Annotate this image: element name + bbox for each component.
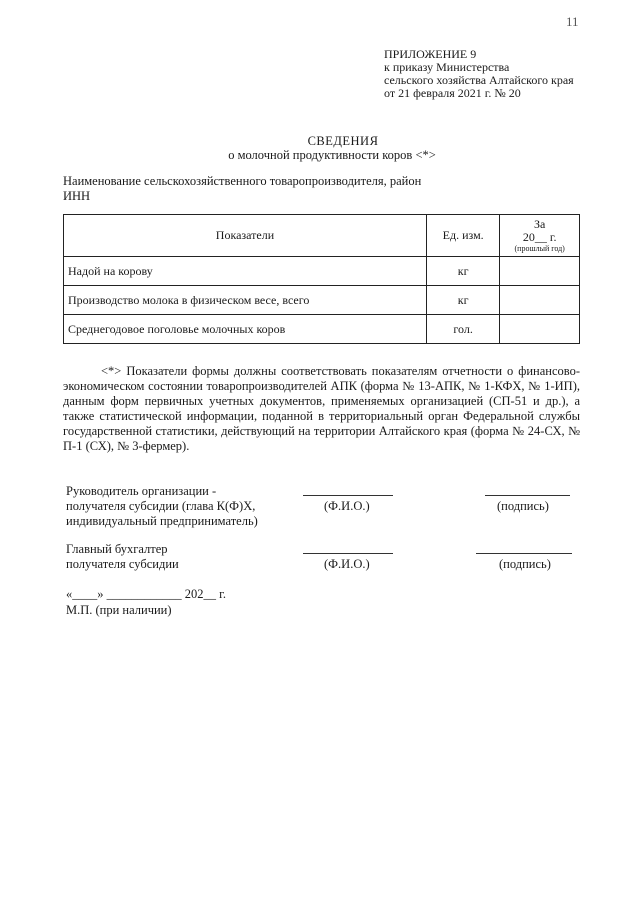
accountant-signature-line[interactable] xyxy=(476,553,572,554)
head-signatory-label xyxy=(66,484,258,529)
footnote xyxy=(63,364,580,454)
page-number: 11 xyxy=(566,14,579,29)
head-label-line-2: получателя субсидии (глава К(Ф)Х, xyxy=(66,499,256,513)
header-unit: Ед. изм. xyxy=(426,215,499,257)
row-value-cell[interactable] xyxy=(500,286,580,315)
appendix-header xyxy=(384,48,574,100)
row-unit: гол. xyxy=(426,315,499,344)
table-row xyxy=(64,286,580,315)
header-period xyxy=(500,215,580,257)
appendix-line-4: от 21 февраля 2021 г. № 20 xyxy=(384,86,521,100)
appendix-line-2: к приказу Министерства xyxy=(384,60,510,74)
head-signature-caption: (подпись) xyxy=(497,499,549,513)
row-value-cell[interactable] xyxy=(500,315,580,344)
row-name: Среднегодовое поголовье молочных коров xyxy=(64,315,427,344)
indicators-table xyxy=(63,214,580,344)
header-period-line-1: За xyxy=(534,216,546,231)
date-field[interactable]: «____» ____________ 202__ г. xyxy=(66,587,226,601)
accountant-signature-caption: (подпись) xyxy=(499,557,551,571)
row-unit: кг xyxy=(426,257,499,286)
table-row xyxy=(64,257,580,286)
accountant-label-line-1: Главный бухгалтер xyxy=(66,542,168,556)
title-line-2: о молочной продуктивности коров <*> xyxy=(228,148,436,162)
producer-name-label: Наименование сельскохозяйственного товаропроизводителя, район xyxy=(63,174,422,188)
head-label-line-1: Руководитель организации - xyxy=(66,484,217,498)
row-name: Производство молока в физическом весе, всего xyxy=(64,286,427,315)
header-indicators: Показатели xyxy=(64,215,427,257)
accountant-fio-line[interactable] xyxy=(303,553,393,554)
stamp-label: М.П. (при наличии) xyxy=(66,603,172,617)
head-fio-line[interactable] xyxy=(303,495,393,496)
accountant-fio-caption: (Ф.И.О.) xyxy=(324,557,370,571)
header-period-line-3: (прошлый год) xyxy=(514,243,565,253)
accountant-signatory-label xyxy=(66,542,179,572)
inn-label: ИНН xyxy=(63,189,91,203)
title-line-1: СВЕДЕНИЯ xyxy=(307,134,379,148)
row-unit: кг xyxy=(426,286,499,315)
accountant-label-line-2: получателя субсидии xyxy=(66,557,179,571)
table-row xyxy=(64,315,580,344)
header-period-line-2: 20__ г. xyxy=(522,229,557,244)
row-name: Надой на корову xyxy=(64,257,427,286)
document-title xyxy=(0,134,640,162)
row-value-cell[interactable] xyxy=(500,257,580,286)
appendix-line-1: ПРИЛОЖЕНИЕ 9 xyxy=(384,47,477,61)
head-signature-line[interactable] xyxy=(485,495,570,496)
table-header-row xyxy=(64,215,580,257)
head-fio-caption: (Ф.И.О.) xyxy=(324,499,370,513)
head-label-line-3: индивидуальный предприниматель) xyxy=(66,514,258,528)
appendix-line-3: сельского хозяйства Алтайского края xyxy=(384,73,574,87)
footnote-text: <*> Показатели формы должны соответствовать показателям отчетности о финансово-экономическом состоянии товаропроизводителей АПК (форма № 13-АПК, № 1-КФХ, № 1-ИП), данным форм первичных учетных документов, применяемых организацией (СП-51 и др.), а также статистической информации, поданной в территориальный орган Федеральной службы государственной статистики, действующий на территории Алтайского края (форма № 24-СХ, № П-1 (СХ), № 3-фермер). xyxy=(63,364,580,453)
